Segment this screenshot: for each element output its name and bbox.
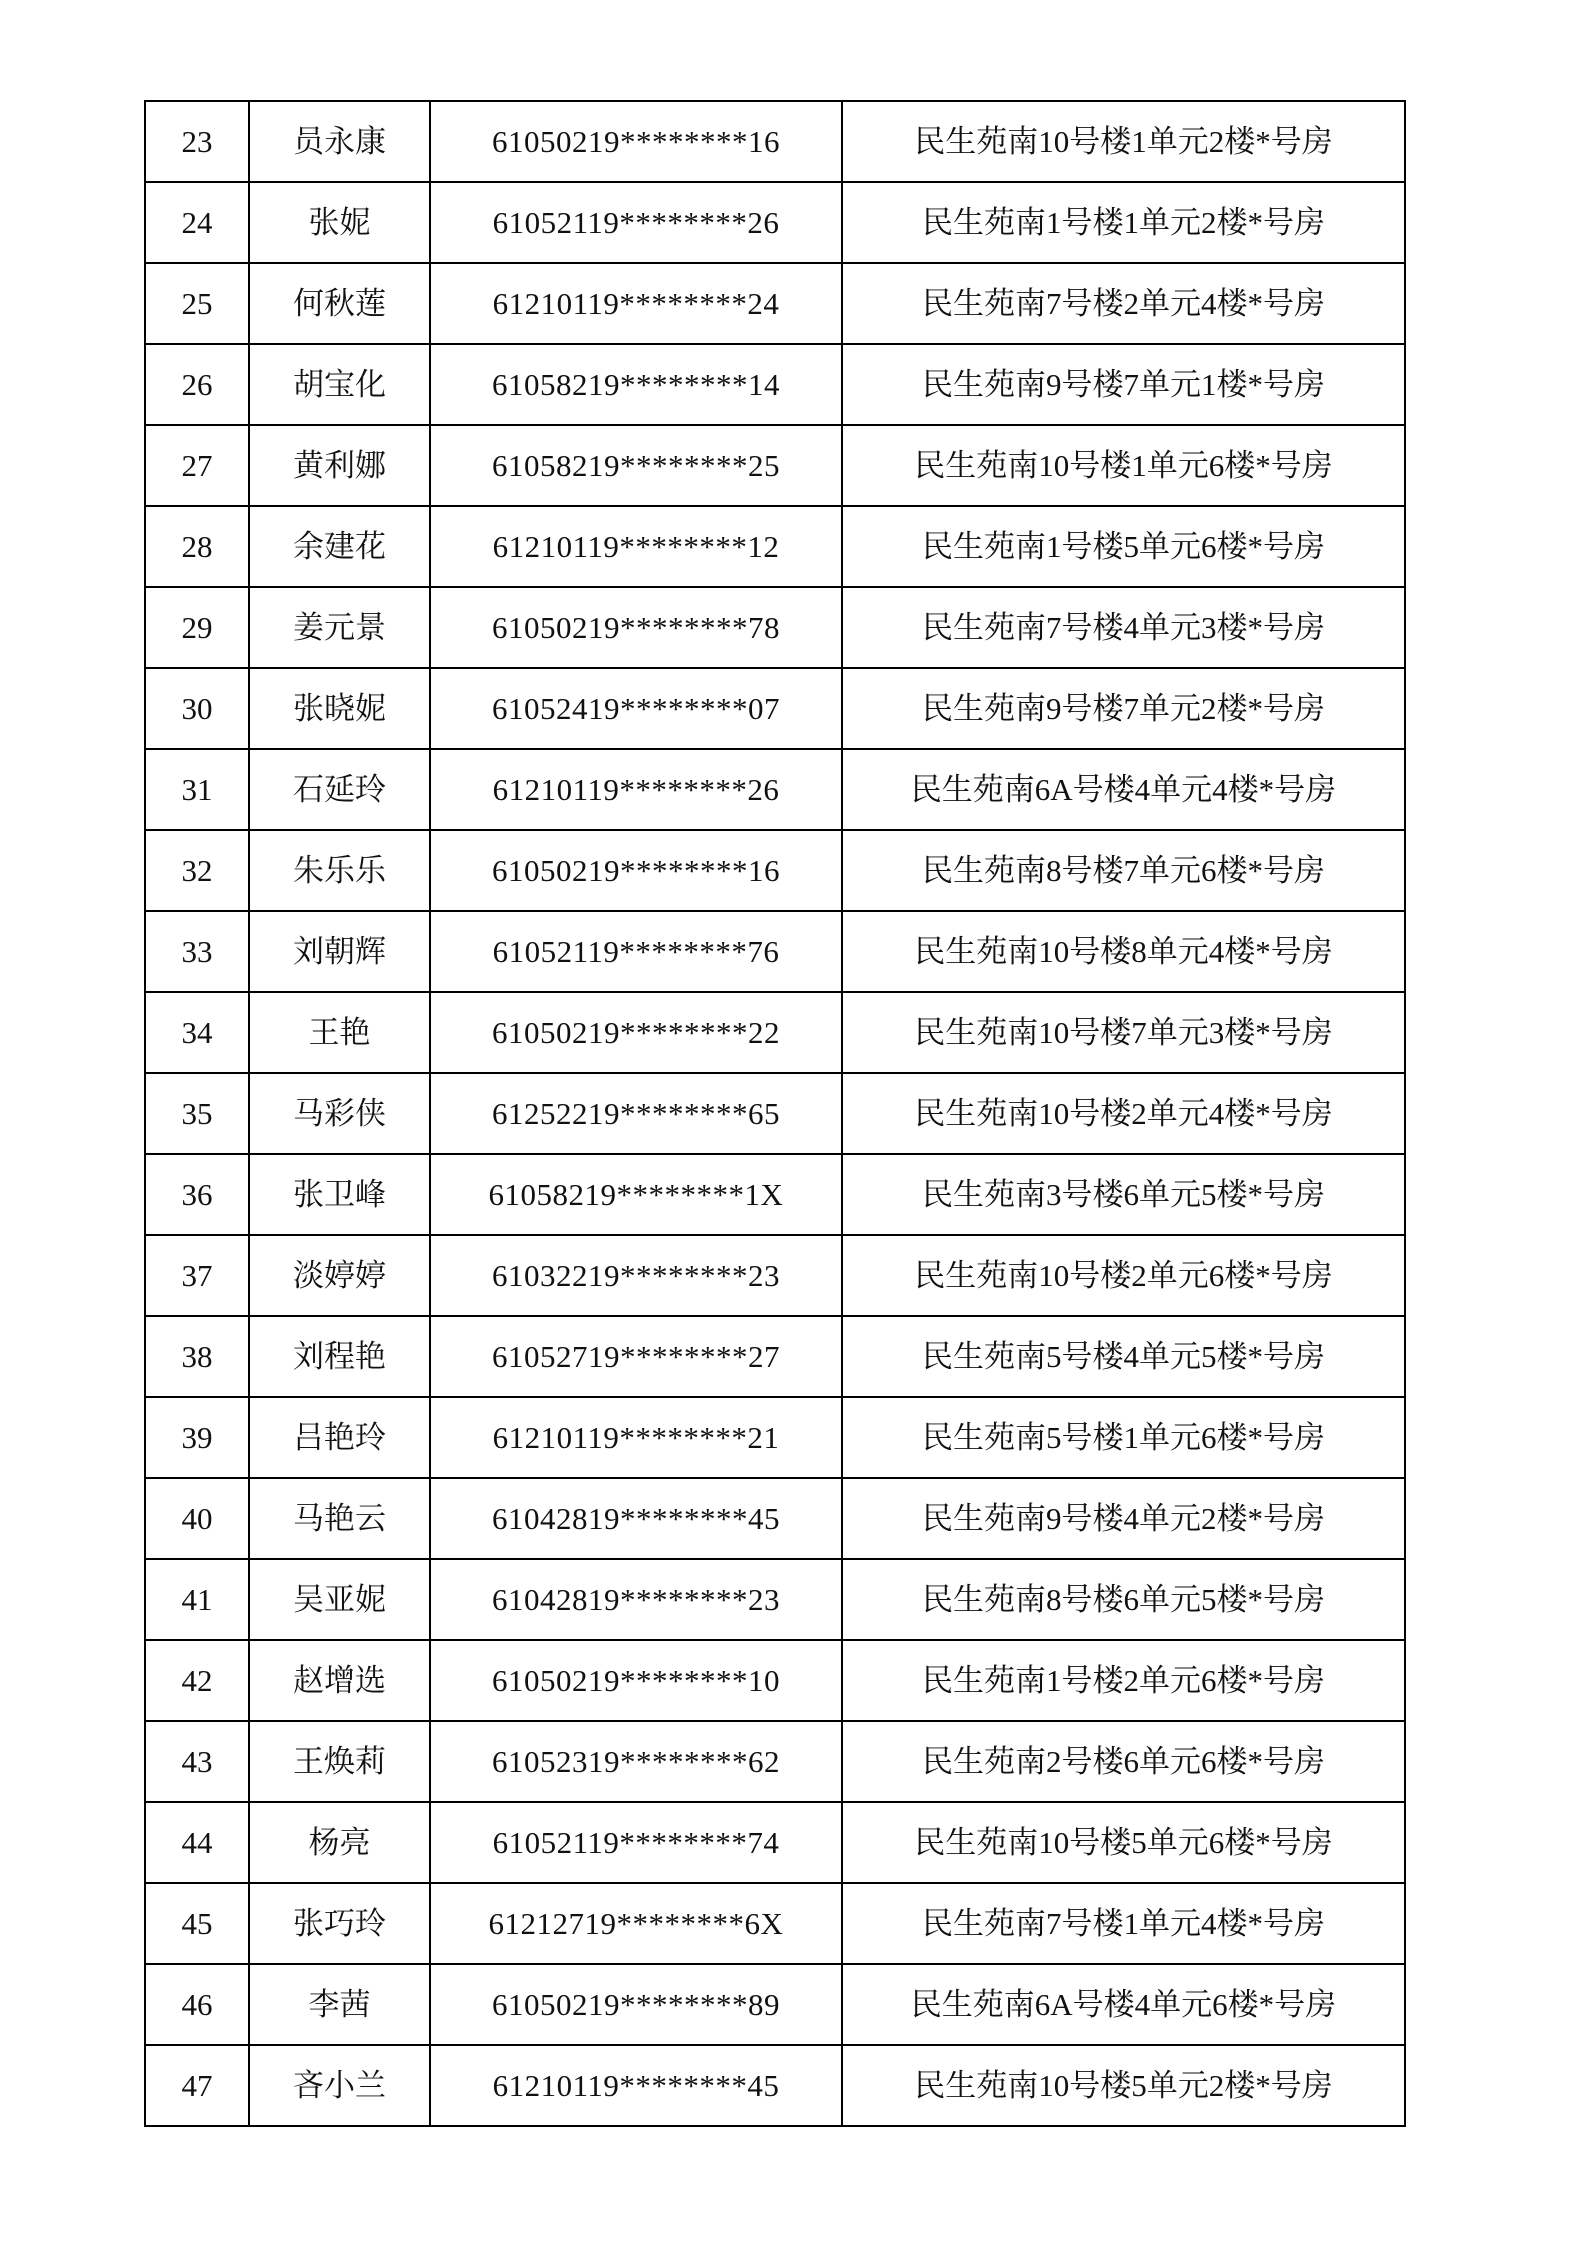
row-number-cell: 23: [145, 101, 249, 182]
row-number-cell: 26: [145, 344, 249, 425]
table-row: [145, 1478, 1405, 1559]
address-cell: 民生苑南10号楼7单元3楼*号房: [842, 992, 1405, 1073]
id-number-cell: 61052719********27: [430, 1316, 842, 1397]
name-cell: 张妮: [249, 182, 430, 263]
name-cell: 石延玲: [249, 749, 430, 830]
row-number-cell: 37: [145, 1235, 249, 1316]
address-cell: 民生苑南1号楼2单元6楼*号房: [842, 1640, 1405, 1721]
row-number-cell: 41: [145, 1559, 249, 1640]
address-cell: 民生苑南6A号楼4单元4楼*号房: [842, 749, 1405, 830]
row-number-cell: 46: [145, 1964, 249, 2045]
table-row: [145, 1397, 1405, 1478]
row-number-cell: 25: [145, 263, 249, 344]
name-cell: 员永康: [249, 101, 430, 182]
table-row: [145, 668, 1405, 749]
id-number-cell: 61050219********22: [430, 992, 842, 1073]
name-cell: 赵增选: [249, 1640, 430, 1721]
id-number-cell: 61210119********26: [430, 749, 842, 830]
address-cell: 民生苑南9号楼7单元2楼*号房: [842, 668, 1405, 749]
table-row: [145, 182, 1405, 263]
name-cell: 张巧玲: [249, 1883, 430, 1964]
roster-table-body: [145, 101, 1405, 2126]
address-cell: 民生苑南10号楼5单元2楼*号房: [842, 2045, 1405, 2126]
table-row: [145, 101, 1405, 182]
name-cell: 朱乐乐: [249, 830, 430, 911]
name-cell: 余建花: [249, 506, 430, 587]
row-number-cell: 34: [145, 992, 249, 1073]
row-number-cell: 32: [145, 830, 249, 911]
name-cell: 淡婷婷: [249, 1235, 430, 1316]
row-number-cell: 30: [145, 668, 249, 749]
id-number-cell: 61252219********65: [430, 1073, 842, 1154]
table-row: [145, 911, 1405, 992]
row-number-cell: 29: [145, 587, 249, 668]
row-number-cell: 45: [145, 1883, 249, 1964]
table-row: [145, 992, 1405, 1073]
address-cell: 民生苑南1号楼1单元2楼*号房: [842, 182, 1405, 263]
id-number-cell: 61058219********1X: [430, 1154, 842, 1235]
name-cell: 杨亮: [249, 1802, 430, 1883]
name-cell: 张晓妮: [249, 668, 430, 749]
table-row: [145, 749, 1405, 830]
table-row: [145, 506, 1405, 587]
name-cell: 黄利娜: [249, 425, 430, 506]
table-row: [145, 1721, 1405, 1802]
id-number-cell: 61210119********21: [430, 1397, 842, 1478]
row-number-cell: 31: [145, 749, 249, 830]
roster-table: [144, 100, 1406, 2127]
address-cell: 民生苑南10号楼2单元4楼*号房: [842, 1073, 1405, 1154]
id-number-cell: 61050219********10: [430, 1640, 842, 1721]
address-cell: 民生苑南9号楼4单元2楼*号房: [842, 1478, 1405, 1559]
table-row: [145, 344, 1405, 425]
name-cell: 吝小兰: [249, 2045, 430, 2126]
id-number-cell: 61052119********76: [430, 911, 842, 992]
address-cell: 民生苑南7号楼4单元3楼*号房: [842, 587, 1405, 668]
table-row: [145, 830, 1405, 911]
name-cell: 李茜: [249, 1964, 430, 2045]
table-row: [145, 1316, 1405, 1397]
table-row: [145, 1073, 1405, 1154]
row-number-cell: 39: [145, 1397, 249, 1478]
table-row: [145, 263, 1405, 344]
name-cell: 马彩侠: [249, 1073, 430, 1154]
row-number-cell: 43: [145, 1721, 249, 1802]
name-cell: 王艳: [249, 992, 430, 1073]
id-number-cell: 61058219********25: [430, 425, 842, 506]
name-cell: 张卫峰: [249, 1154, 430, 1235]
table-row: [145, 1964, 1405, 2045]
table-row: [145, 1559, 1405, 1640]
id-number-cell: 61210119********24: [430, 263, 842, 344]
id-number-cell: 61052419********07: [430, 668, 842, 749]
address-cell: 民生苑南8号楼6单元5楼*号房: [842, 1559, 1405, 1640]
row-number-cell: 38: [145, 1316, 249, 1397]
name-cell: 刘程艳: [249, 1316, 430, 1397]
name-cell: 马艳云: [249, 1478, 430, 1559]
id-number-cell: 61050219********16: [430, 101, 842, 182]
table-row: [145, 2045, 1405, 2126]
table-row: [145, 1883, 1405, 1964]
row-number-cell: 42: [145, 1640, 249, 1721]
table-row: [145, 1154, 1405, 1235]
name-cell: 王焕莉: [249, 1721, 430, 1802]
table-row: [145, 425, 1405, 506]
id-number-cell: 61050219********16: [430, 830, 842, 911]
address-cell: 民生苑南3号楼6单元5楼*号房: [842, 1154, 1405, 1235]
row-number-cell: 44: [145, 1802, 249, 1883]
id-number-cell: 61052119********26: [430, 182, 842, 263]
id-number-cell: 61210119********12: [430, 506, 842, 587]
id-number-cell: 61052119********74: [430, 1802, 842, 1883]
table-row: [145, 1640, 1405, 1721]
id-number-cell: 61032219********23: [430, 1235, 842, 1316]
address-cell: 民生苑南7号楼1单元4楼*号房: [842, 1883, 1405, 1964]
row-number-cell: 35: [145, 1073, 249, 1154]
id-number-cell: 61042819********45: [430, 1478, 842, 1559]
row-number-cell: 24: [145, 182, 249, 263]
name-cell: 胡宝化: [249, 344, 430, 425]
address-cell: 民生苑南10号楼1单元6楼*号房: [842, 425, 1405, 506]
name-cell: 何秋莲: [249, 263, 430, 344]
id-number-cell: 61212719********6X: [430, 1883, 842, 1964]
address-cell: 民生苑南8号楼7单元6楼*号房: [842, 830, 1405, 911]
table-row: [145, 1802, 1405, 1883]
address-cell: 民生苑南10号楼1单元2楼*号房: [842, 101, 1405, 182]
id-number-cell: 61050219********78: [430, 587, 842, 668]
id-number-cell: 61058219********14: [430, 344, 842, 425]
address-cell: 民生苑南9号楼7单元1楼*号房: [842, 344, 1405, 425]
table-row: [145, 1235, 1405, 1316]
row-number-cell: 27: [145, 425, 249, 506]
id-number-cell: 61052319********62: [430, 1721, 842, 1802]
address-cell: 民生苑南1号楼5单元6楼*号房: [842, 506, 1405, 587]
address-cell: 民生苑南10号楼2单元6楼*号房: [842, 1235, 1405, 1316]
row-number-cell: 28: [145, 506, 249, 587]
name-cell: 姜元景: [249, 587, 430, 668]
address-cell: 民生苑南6A号楼4单元6楼*号房: [842, 1964, 1405, 2045]
address-cell: 民生苑南10号楼8单元4楼*号房: [842, 911, 1405, 992]
address-cell: 民生苑南2号楼6单元6楼*号房: [842, 1721, 1405, 1802]
name-cell: 吴亚妮: [249, 1559, 430, 1640]
name-cell: 吕艳玲: [249, 1397, 430, 1478]
row-number-cell: 33: [145, 911, 249, 992]
id-number-cell: 61050219********89: [430, 1964, 842, 2045]
name-cell: 刘朝辉: [249, 911, 430, 992]
address-cell: 民生苑南10号楼5单元6楼*号房: [842, 1802, 1405, 1883]
row-number-cell: 36: [145, 1154, 249, 1235]
id-number-cell: 61210119********45: [430, 2045, 842, 2126]
table-row: [145, 587, 1405, 668]
address-cell: 民生苑南7号楼2单元4楼*号房: [842, 263, 1405, 344]
address-cell: 民生苑南5号楼1单元6楼*号房: [842, 1397, 1405, 1478]
row-number-cell: 47: [145, 2045, 249, 2126]
address-cell: 民生苑南5号楼4单元5楼*号房: [842, 1316, 1405, 1397]
id-number-cell: 61042819********23: [430, 1559, 842, 1640]
row-number-cell: 40: [145, 1478, 249, 1559]
